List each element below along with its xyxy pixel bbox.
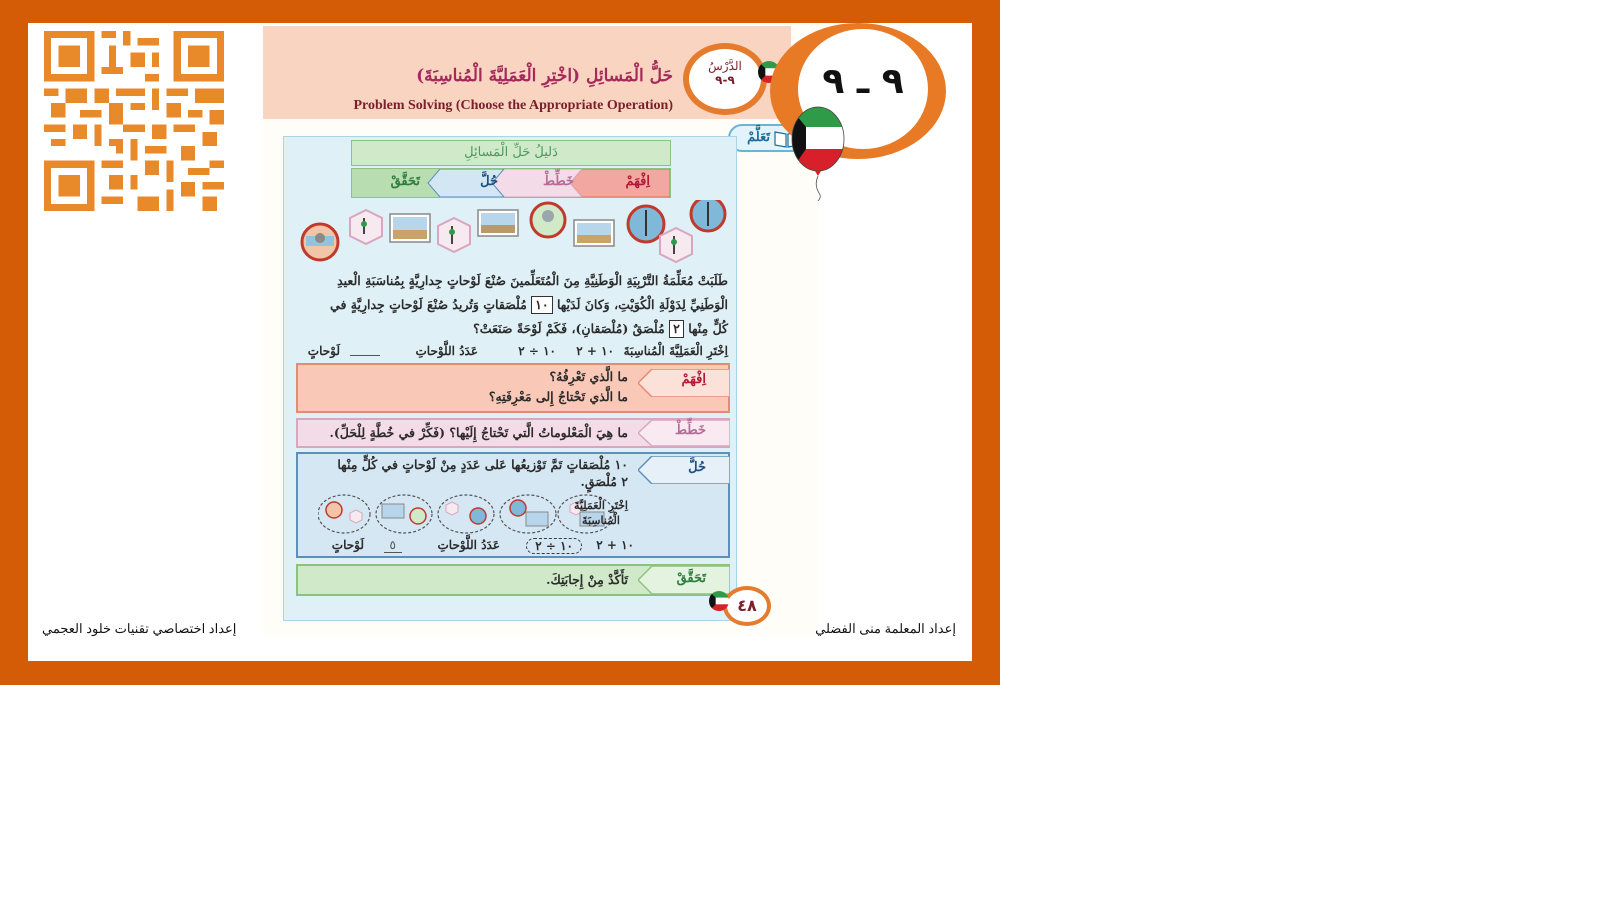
slide-canvas <box>28 23 972 661</box>
lesson-number: ٩ ـ ٩ <box>822 61 904 102</box>
step-plan-label: خَطِّطْ <box>542 174 574 189</box>
choose-count-label: عَدَدُ اللَّوْحاتِ <box>415 344 478 358</box>
learn-label: تَعَلَّمْ <box>747 130 770 145</box>
problem-statement <box>298 269 728 341</box>
solve-boards-label: لَوْحاتٍ <box>331 538 364 552</box>
problem-line-2 <box>298 293 728 317</box>
solve-answer: ٥ <box>384 538 402 553</box>
lesson-title-english: Problem Solving (Choose the Appropriate Operation) <box>353 98 673 113</box>
choose-op-div: ١٠ ÷ ٢ <box>518 344 556 358</box>
solve-answer-line <box>304 538 634 556</box>
problem-line-2-end: مُلْصَقاتٍ وَتُريدُ صُنْعَ لَوْحاتٍ جِدارِيَّةٍ في <box>330 297 527 312</box>
credit-technician: إعداد اختصاصي تقنيات خلود العجمي <box>42 621 237 636</box>
understand-question-1: ما الَّذي تَعْرِفُهُ؟ <box>549 369 628 384</box>
guide-title: دَليلُ حَلِّ الْمَسائِلِ <box>351 140 671 166</box>
lesson-badge-number: ٩-٩ <box>715 73 735 87</box>
problem-line-3-start: كُلٍّ مِنْها <box>688 321 728 336</box>
group-1-stickers <box>326 502 362 523</box>
page-number: ٤٨ <box>723 586 771 626</box>
step-understand-label: اِفْهَمْ <box>625 174 650 189</box>
lesson-badge-word: الدَّرْسُ <box>708 59 742 73</box>
learn-panel <box>283 136 737 621</box>
understand-question-2: ما الَّذي تَحْتاجُ إِلى مَعْرِفَتِهِ؟ <box>488 389 628 404</box>
choose-boards-label: لَوْحاتٍ <box>307 344 340 358</box>
sticker-building-photo-icon <box>478 210 518 236</box>
plan-box <box>296 418 730 448</box>
step-check-label: تَحَقَّقْ <box>390 174 420 189</box>
group-2-stickers <box>382 504 426 524</box>
problem-line-3-end: مُلْصَقٌ (مُلْصَقانِ)، فَكَمْ لَوْحَةً صَنَعَتْ؟ <box>473 321 665 336</box>
solve-op-add: ١٠ + ٢ <box>596 538 634 552</box>
sticker-tower-round-icon <box>628 206 664 242</box>
solve-count-label: عَدَدُ اللَّوْحاتِ <box>437 538 500 552</box>
sticker-towers-round-2-icon <box>531 203 565 237</box>
solve-choose-operation <box>574 498 628 528</box>
solve-line-1: ١٠ مُلْصَقاتٍ تَمَّ تَوْزيعُها عَلى عَدَدٍ مِنْ لَوْحاتٍ في كُلٍّ مِنْها <box>337 457 628 472</box>
lesson-title-arabic: حَلُّ الْمَسائِلِ (اخْتِرِ الْعَمَلِيَّةَ الْمُناسِبَةَ) <box>416 66 673 86</box>
step-solve-label: حُلَّ <box>480 174 498 189</box>
solve-choose-label-2: الْمُناسِبَةَ <box>582 514 620 527</box>
qr-code-icon <box>38 31 230 211</box>
understand-tab-label: اِفْهَمْ <box>681 372 706 387</box>
plan-tab-label: خَطِّطْ <box>674 423 706 438</box>
solve-tab-label: حُلَّ <box>688 460 706 475</box>
sticker-towers-hex-icon <box>350 210 382 244</box>
solve-box <box>296 452 730 558</box>
slide-frame <box>0 0 1000 685</box>
sticker-palace-photo-icon <box>390 214 430 242</box>
sticker-towers-round-icon <box>302 224 338 260</box>
sticker-mosque-photo-icon <box>574 220 614 246</box>
solve-op-div-circled: ١٠ ÷ ٢ <box>526 538 582 554</box>
problem-line-2-start: الْوَطَنِيِّ لِدَوْلَةِ الْكُوَيْتِ، وَكانَ لَدَيْها <box>556 297 728 312</box>
check-text: تَأَكَّدْ مِنْ إِجابَتِكَ. <box>546 572 628 587</box>
choose-op-add: ١٠ + ٢ <box>576 344 614 358</box>
problem-line-3 <box>298 317 728 341</box>
lesson-badge <box>683 43 767 115</box>
per-board-count-box: ٢ <box>669 320 684 338</box>
group-4-stickers <box>510 500 548 526</box>
solve-line-2: ٢ مُلْصَقٍ. <box>580 474 628 489</box>
sticker-tower-round-2-icon <box>691 200 725 231</box>
kuwait-flag-balloon-icon <box>788 105 848 201</box>
choose-operation-line <box>290 344 730 364</box>
sticker-towers-hex-3-icon <box>660 228 692 262</box>
landmark-stickers <box>294 200 734 268</box>
credit-teacher: إعداد المعلمة منى الفضلي <box>815 621 956 636</box>
choose-operation-label: اِخْتَرِ الْعَمَلِيَّةَ الْمُناسِبَةَ <box>623 344 728 358</box>
steps-strip <box>351 168 671 198</box>
check-tab-label: تَحَقَّقْ <box>676 571 706 586</box>
sticker-towers-hex-2-icon <box>438 218 470 252</box>
understand-box <box>296 363 730 413</box>
solve-tab <box>638 456 730 484</box>
stickers-count-box: ١٠ <box>531 296 552 314</box>
group-3-stickers <box>446 502 486 524</box>
plan-text: ما هِيَ الْمَعْلوماتُ الَّتي تَحْتاجُ إِلَيْها؟ (فَكِّرْ في خُطَّةٍ لِلْحَلِّ). <box>329 425 628 440</box>
textbook-page <box>263 26 818 636</box>
kuwait-flag-small-icon <box>709 591 729 611</box>
check-box <box>296 564 730 596</box>
solve-choose-label-1: اِخْتَرِ الْعَمَلِيَّةَ <box>573 499 628 512</box>
choose-answer-blank <box>350 344 380 356</box>
problem-line-1: طَلَبَتْ مُعَلِّمَةُ التَّرْبِيَةِ الْوَطَنِيَّةِ مِنَ الْمُتَعَلِّمينَ صُنْعَ لَوْحاتٍ جِدارِيَّةٍ بِمُناسَبَةِ الْعيدِ <box>337 273 728 288</box>
